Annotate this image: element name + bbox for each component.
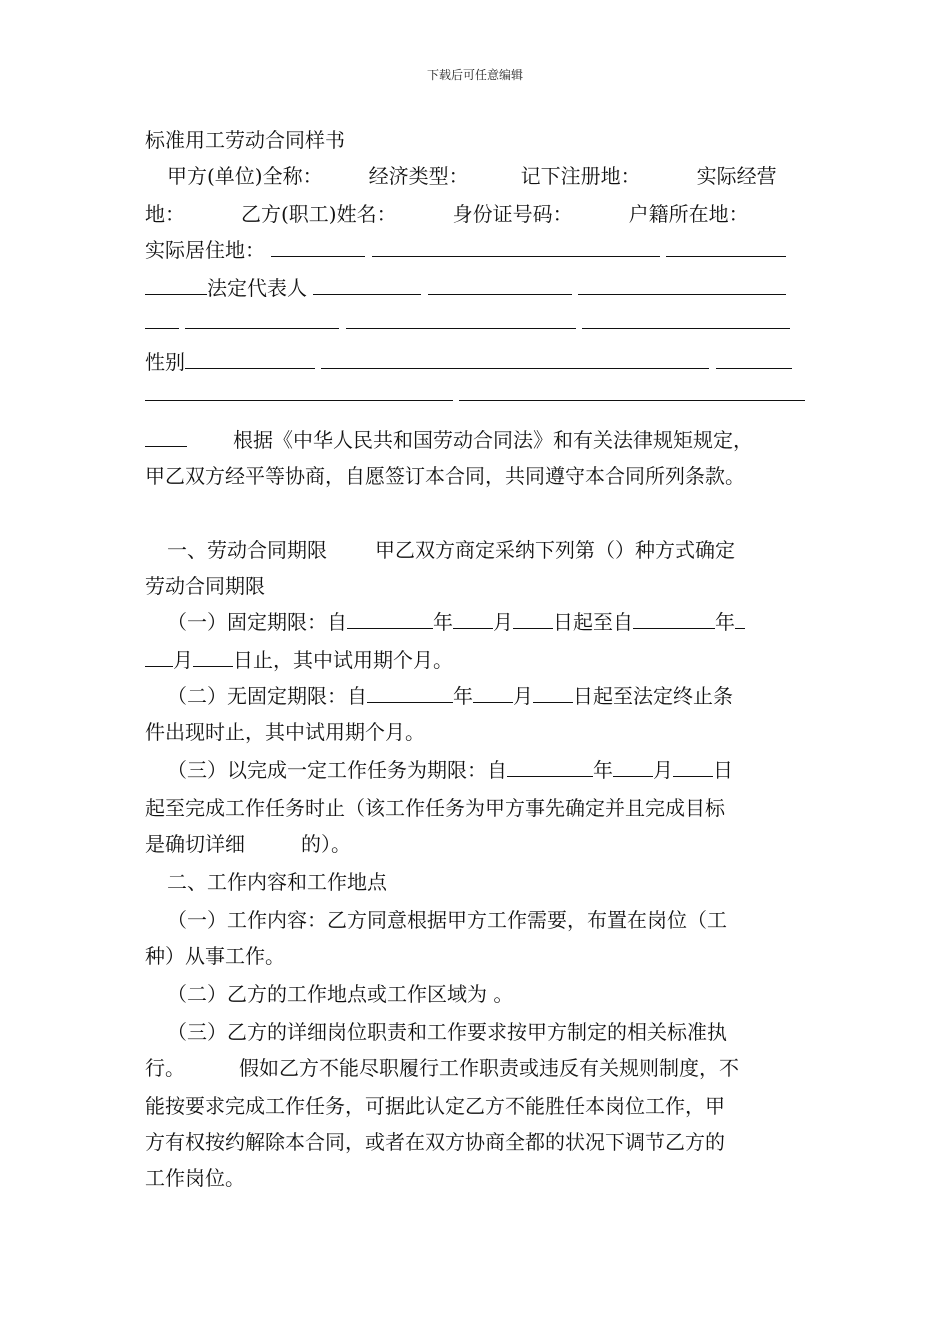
blank-line [513, 610, 553, 629]
duties-text: 假如乙方不能尽职履行工作职责或违反有关规则制度，不 [239, 1056, 739, 1080]
label-residence: 实际居住地： [145, 238, 265, 262]
blank-line [578, 276, 786, 295]
blank-line-row-7 [145, 382, 805, 406]
field-line-6 [145, 346, 792, 375]
page-header: 下载后可任意编辑 [426, 68, 523, 82]
blank-line [735, 610, 745, 629]
blank-line [347, 610, 433, 629]
label-party-b-name: 乙方(职工)姓名： [241, 202, 397, 226]
preamble-text: 根据《中华人民共和国劳动合同法》和有关法律规矩规定， [233, 428, 753, 452]
blank-line [633, 610, 715, 629]
year-label: 年 [433, 610, 453, 634]
duties-text: 行。 [145, 1056, 185, 1080]
blank-line [613, 758, 653, 777]
label-registered-address: 记下注册地： [520, 164, 641, 188]
month-label: 月 [653, 758, 673, 782]
option-task-term [167, 754, 733, 783]
duties-line-2 [145, 1052, 739, 1081]
option-task-term-end [145, 828, 351, 857]
label-id-number: 身份证号码： [452, 202, 573, 226]
section-1-title: 一、劳动合同期限 [167, 538, 327, 562]
blank-line [313, 276, 421, 295]
month-label: 月 [513, 684, 533, 708]
blank-line [453, 610, 493, 629]
blank-line [582, 310, 790, 329]
termination-text: 日起至法定终止条 [573, 684, 733, 708]
section-1-heading [167, 534, 735, 563]
month-label: 月 [173, 648, 193, 672]
blank-line [145, 382, 453, 401]
blank-line [673, 758, 713, 777]
option-fixed-label: （一）固定期限：自 [167, 610, 347, 634]
year-label: 年 [453, 684, 473, 708]
blank-line [145, 310, 179, 329]
option-task-text-end: 的）。 [301, 832, 351, 856]
work-content-line-2: 种）从事工作。 [145, 944, 285, 968]
option-fixed-term [167, 606, 745, 635]
blank-line [533, 684, 573, 703]
work-content-line-1: （一）工作内容：乙方同意根据甲方工作需要，布置在岗位（工 [167, 908, 727, 932]
year-label: 年 [715, 610, 735, 634]
blank-line [185, 350, 315, 369]
label-actual-business: 实际经营 [696, 164, 777, 188]
blank-line [185, 310, 339, 329]
option-open-term [167, 680, 733, 709]
year-label: 年 [593, 758, 613, 782]
blank-line [716, 350, 792, 369]
blank-line [507, 758, 593, 777]
option-task-label: （三）以完成一定工作任务为期限：自 [167, 758, 507, 782]
label-gender: 性别 [145, 350, 185, 374]
field-line-2 [145, 198, 749, 227]
day-label: 日起至自 [553, 610, 633, 634]
field-line-4 [145, 272, 786, 301]
option-open-term-cont: 件出现时止，其中试用期个月。 [145, 720, 425, 744]
section-2-title: 二、工作内容和工作地点 [167, 870, 387, 894]
duties-line-3: 能按要求完成工作任务，可据此认定乙方不能胜任本岗位工作，甲 [145, 1094, 725, 1118]
blank-line [145, 276, 207, 295]
label-economic-type: 经济类型： [368, 164, 469, 188]
label-place: 地： [145, 202, 185, 226]
option-task-text: 是确切详细 [145, 832, 245, 856]
option-fixed-term-cont [145, 644, 453, 673]
blank-line [145, 428, 187, 447]
blank-line [372, 238, 660, 257]
option-task-term-cont: 起至完成工作任务时止（该工作任务为甲方事先确定并且完成目标 [145, 796, 725, 820]
paragraph-preamble-line-1 [145, 424, 753, 453]
paragraph-preamble-line-2: 甲乙双方经平等协商，自愿签订本合同，共同遵守本合同所列条款。 [145, 464, 745, 488]
blank-line [367, 684, 453, 703]
duties-line-5: 工作岗位。 [145, 1166, 245, 1190]
month-label: 月 [493, 610, 513, 634]
blank-line [145, 648, 173, 667]
blank-line [459, 382, 805, 401]
blank-line [666, 238, 786, 257]
blank-line [346, 310, 576, 329]
blank-line [473, 684, 513, 703]
label-legal-representative: 法定代表人 [207, 276, 307, 300]
blank-line [193, 648, 233, 667]
section-1-text: 甲乙双方商定采纳下列第（）种方式确定 [375, 538, 735, 562]
work-location: （二）乙方的工作地点或工作区域为 。 [167, 982, 514, 1006]
blank-line-row-5 [145, 310, 790, 334]
section-1-text-cont: 劳动合同期限 [145, 574, 265, 598]
label-household-register: 户籍所在地： [628, 202, 749, 226]
duties-line-1: （三）乙方的详细岗位职责和工作要求按甲方制定的相关标准执 [167, 1020, 727, 1044]
day-label: 日 [713, 758, 733, 782]
option-open-label: （二）无固定期限：自 [167, 684, 367, 708]
blank-line [428, 276, 572, 295]
field-line-1 [167, 160, 777, 189]
duties-line-4: 方有权按约解除本合同，或者在双方协商全都的状况下调节乙方的 [145, 1130, 725, 1154]
label-party-a-name: 甲方(单位)全称： [167, 164, 323, 188]
blank-line [271, 238, 365, 257]
field-line-3 [145, 234, 786, 263]
probation-text: 日止，其中试用期个月。 [233, 648, 453, 672]
blank-line [321, 350, 709, 369]
document-title: 标准用工劳动合同样书 [145, 128, 345, 152]
